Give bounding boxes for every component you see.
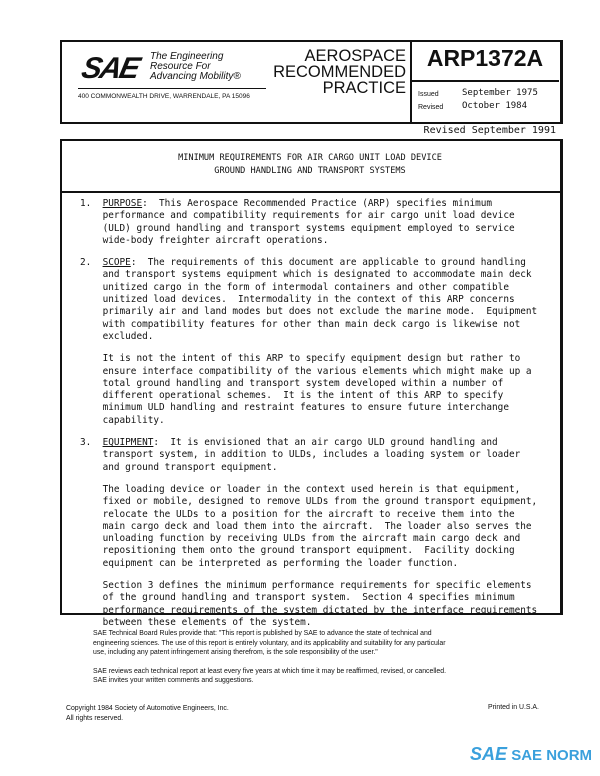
copyright — [66, 704, 229, 723]
paragraph-line — [80, 257, 537, 269]
issued-date: September 1975 — [462, 88, 538, 98]
paragraph-line: and ground transport equipment. — [80, 461, 278, 473]
sae-norm-watermark — [470, 744, 592, 765]
section-heading: PURPOSE — [102, 198, 143, 209]
section-paragraph — [80, 198, 537, 247]
revised-note: Revised September 1991 — [423, 125, 556, 136]
section-paragraph — [80, 353, 537, 427]
paragraph-line: Section 3 defines the minimum performance requirements for specific elements — [80, 580, 532, 592]
paragraph-line: wide-body freighter aircraft operations. — [80, 234, 329, 246]
review-line: SAE reviews each technical report at least every five years at which time it may be reaffirmed, revised, or cancelled. — [93, 667, 446, 675]
title-line: GROUND HANDLING AND TRANSPORT SYSTEMS — [214, 166, 406, 176]
tagline-line: The Engineering — [150, 51, 224, 62]
section-paragraph — [80, 580, 537, 629]
document-body — [80, 198, 537, 639]
document-type — [268, 48, 406, 96]
paragraph-line: and transport systems equipment which is designated to accommodate main deck — [80, 269, 532, 281]
type-line: PRACTICE — [322, 79, 406, 97]
paragraph-line: unloading function by receiving ULDs from the aircraft main cargo deck and — [80, 533, 521, 545]
sae-logo: SAE — [78, 52, 142, 85]
paragraph-line: transport system, in addition to ULDs, includes a loading system or loader — [80, 449, 521, 461]
watermark-text: SAE NORM — [511, 747, 593, 764]
paragraph-line: fixed or mobile, designed to remove ULDs from the ground transport equipment, — [80, 496, 538, 508]
paragraph-line — [80, 437, 537, 449]
paragraph-line: (ULD) ground handling and transport systems equipment employed to service — [80, 222, 515, 234]
revised-label: Revised — [418, 104, 444, 111]
paragraph-line: with compatibility features for other than main deck cargo is likewise not — [80, 318, 521, 330]
paragraph-line: main cargo deck and load them into the aircraft. The loader also serves the — [80, 520, 532, 532]
paragraph-line: The loading device or loader in the context used herein is that equipment, — [80, 483, 521, 495]
section-text: : The requirements of this document are applicable to ground handling — [130, 257, 526, 269]
section-paragraph — [80, 437, 537, 474]
paragraph-line: primarily air and land modes but does not exclude the marine mode. Equipment — [80, 306, 538, 318]
section-paragraph — [80, 257, 537, 343]
type-line: AEROSPACE — [304, 47, 406, 65]
section-text: : It is envisioned that an air cargo ULD ground handling and — [153, 437, 498, 449]
paragraph-line: equipment can be interpreted as performing the loader function. — [80, 557, 459, 569]
section-heading: SCOPE — [102, 257, 131, 269]
paragraph-line: minimum ULD handling and restraint features to ensure future interchange — [80, 402, 509, 414]
header-divider — [411, 80, 559, 82]
type-line: RECOMMENDED — [273, 63, 406, 81]
section-heading: EQUIPMENT — [102, 437, 154, 449]
document-title — [60, 152, 560, 178]
issued-label: Issued — [418, 91, 439, 98]
rights-line: All rights reserved. — [66, 714, 124, 722]
section-paragraph — [80, 484, 537, 570]
paragraph-line: different operational schemes. It is the intent of this ARP to specify — [80, 390, 504, 402]
tagline-line: Resource For — [150, 61, 211, 72]
section-number: 1. — [80, 198, 103, 209]
title-line: MINIMUM REQUIREMENTS FOR AIR CARGO UNIT LOAD DEVICE — [178, 153, 442, 163]
printed-in: Printed in U.S.A. — [488, 704, 539, 711]
section-number: 3. — [80, 437, 103, 449]
section-number: 2. — [80, 257, 103, 269]
paragraph-line: performance requirements of the system dictated by the interface requirements — [80, 604, 538, 616]
section-text: : This Aerospace Recommended Practice (ARP) specifies minimum — [142, 198, 493, 209]
paragraph-line: performance and compatibility requirements for air cargo unit load device — [80, 210, 515, 222]
paragraph-line: unitized cargo in the form of intermodal containers and other compatible — [80, 281, 509, 293]
paragraph-line: unitized load devices. Intermodality in the context of this ARP concerns — [80, 294, 515, 306]
paragraph-line: total ground handling and transport system developed within a number of — [80, 377, 504, 389]
paragraph-line — [80, 198, 537, 210]
paragraph-line: of the ground handling and transport system. Section 4 specifies minimum — [80, 592, 515, 604]
doc-number: ARP1372A — [426, 45, 544, 71]
paragraph-line: between these elements of the system. — [80, 616, 312, 628]
review-line: SAE invites your written comments and suggestions. — [93, 677, 254, 684]
title-divider — [60, 191, 560, 193]
paragraph-line: relocate the ULDs to a position for the aircraft to receive them into the — [80, 508, 515, 520]
date-labels — [418, 88, 443, 114]
address: 400 COMMONWEALTH DRIVE, WARRENDALE, PA 15096 — [78, 93, 250, 100]
rules-line: SAE Technical Board Rules provide that: "This report is published by SAE to advance the state of technical and — [93, 630, 432, 637]
tagline-line: Advancing Mobility® — [150, 71, 241, 82]
paragraph-line: repositioning them onto the ground transport equipment. Facility docking — [80, 545, 515, 557]
footer-notice — [93, 629, 446, 686]
paragraph-line: capability. — [80, 414, 165, 426]
rules-line: engineering sciences. The use of this report is entirely voluntary, and its applicability and suitability for any particular — [93, 639, 446, 647]
rules-line: use, including any patent infringement arising therefrom, is the sole responsibility of the user." — [93, 649, 378, 656]
copyright-line: Copyright 1984 Society of Automotive Engineers, Inc. — [66, 705, 229, 712]
watermark-logo: SAE — [470, 744, 508, 764]
paragraph-line: ensure interface compatibility of the various elements which might make up a — [80, 365, 532, 377]
sae-tagline — [150, 52, 241, 82]
paragraph-line: It is not the intent of this ARP to specify equipment design but rather to — [80, 353, 521, 365]
revised-date: October 1984 — [462, 101, 528, 111]
paragraph-line: excluded. — [80, 330, 154, 342]
divider — [78, 88, 266, 89]
date-values — [462, 87, 538, 113]
